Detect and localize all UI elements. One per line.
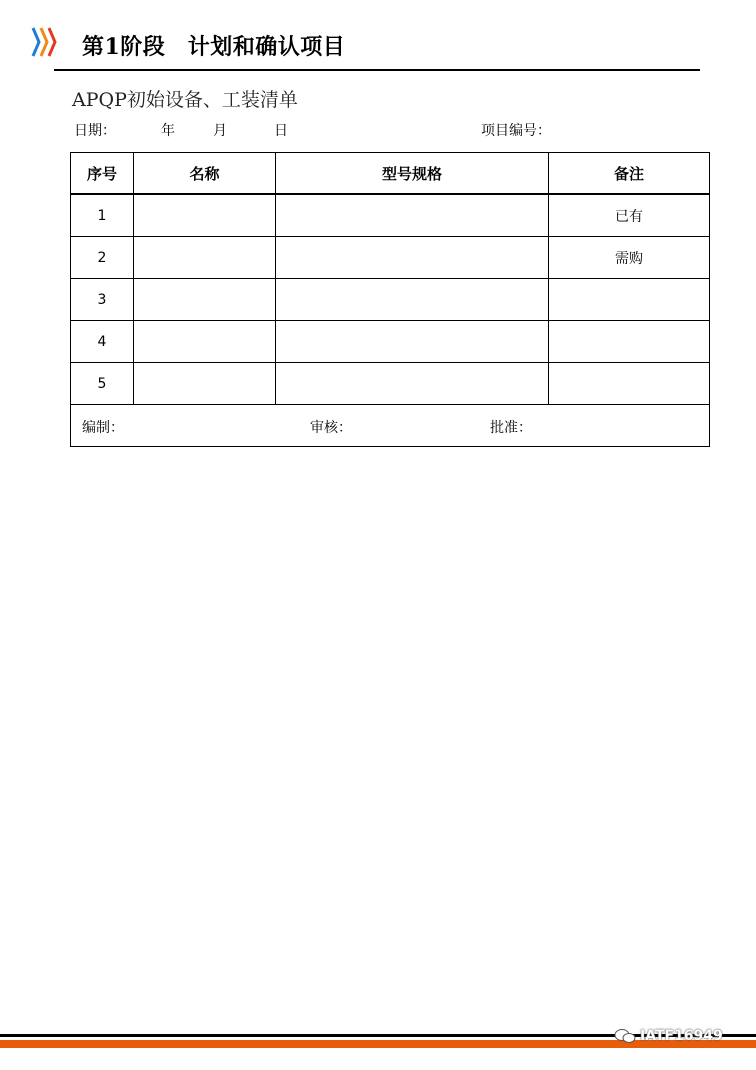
- table-row: [71, 279, 710, 321]
- cell-spec: [276, 279, 549, 321]
- table-row: [71, 321, 710, 363]
- month-label: 月: [213, 123, 227, 139]
- table-row: [71, 194, 710, 237]
- column-header-spec: 型号规格: [276, 153, 549, 195]
- cell-name: [134, 237, 276, 279]
- document-title: APQP初始设备、工装清单: [72, 89, 298, 111]
- column-header-no: 序号: [71, 153, 134, 195]
- approved-by-label: 批准：: [490, 420, 532, 436]
- cell-remark: 已有: [549, 194, 710, 237]
- day-label: 日: [274, 123, 288, 139]
- table-row: [71, 237, 710, 279]
- equipment-tooling-table: [70, 152, 710, 447]
- cell-spec: [276, 194, 549, 237]
- signoff-cell: [71, 405, 710, 447]
- wechat-icon: [614, 1028, 636, 1044]
- cell-no: 2: [71, 237, 134, 279]
- table-header-row: [71, 153, 710, 195]
- chevron-logo-icon: [30, 26, 60, 58]
- watermark-text: IATF16949: [640, 1028, 723, 1044]
- column-header-remark: 备注: [549, 153, 710, 195]
- section-title: 第1阶段 计划和确认项目: [82, 34, 346, 60]
- date-label: 日期：: [74, 123, 116, 139]
- cell-remark: [549, 321, 710, 363]
- cell-name: [134, 279, 276, 321]
- cell-spec: [276, 321, 549, 363]
- cell-remark: 需购: [549, 237, 710, 279]
- reviewed-by-label: 审核：: [310, 420, 352, 436]
- cell-name: [134, 194, 276, 237]
- table-row: [71, 363, 710, 405]
- cell-remark: [549, 363, 710, 405]
- year-label: 年: [161, 123, 175, 139]
- cell-no: 5: [71, 363, 134, 405]
- cell-spec: [276, 363, 549, 405]
- cell-no: 3: [71, 279, 134, 321]
- cell-name: [134, 321, 276, 363]
- cell-name: [134, 363, 276, 405]
- watermark: [614, 1028, 723, 1044]
- column-header-name: 名称: [134, 153, 276, 195]
- prepared-by-label: 编制：: [82, 420, 124, 436]
- cell-spec: [276, 237, 549, 279]
- signoff-row: [71, 405, 710, 447]
- header-divider: [54, 69, 700, 71]
- cell-remark: [549, 279, 710, 321]
- project-number-label: 项目编号：: [481, 123, 551, 139]
- cell-no: 1: [71, 194, 134, 237]
- cell-no: 4: [71, 321, 134, 363]
